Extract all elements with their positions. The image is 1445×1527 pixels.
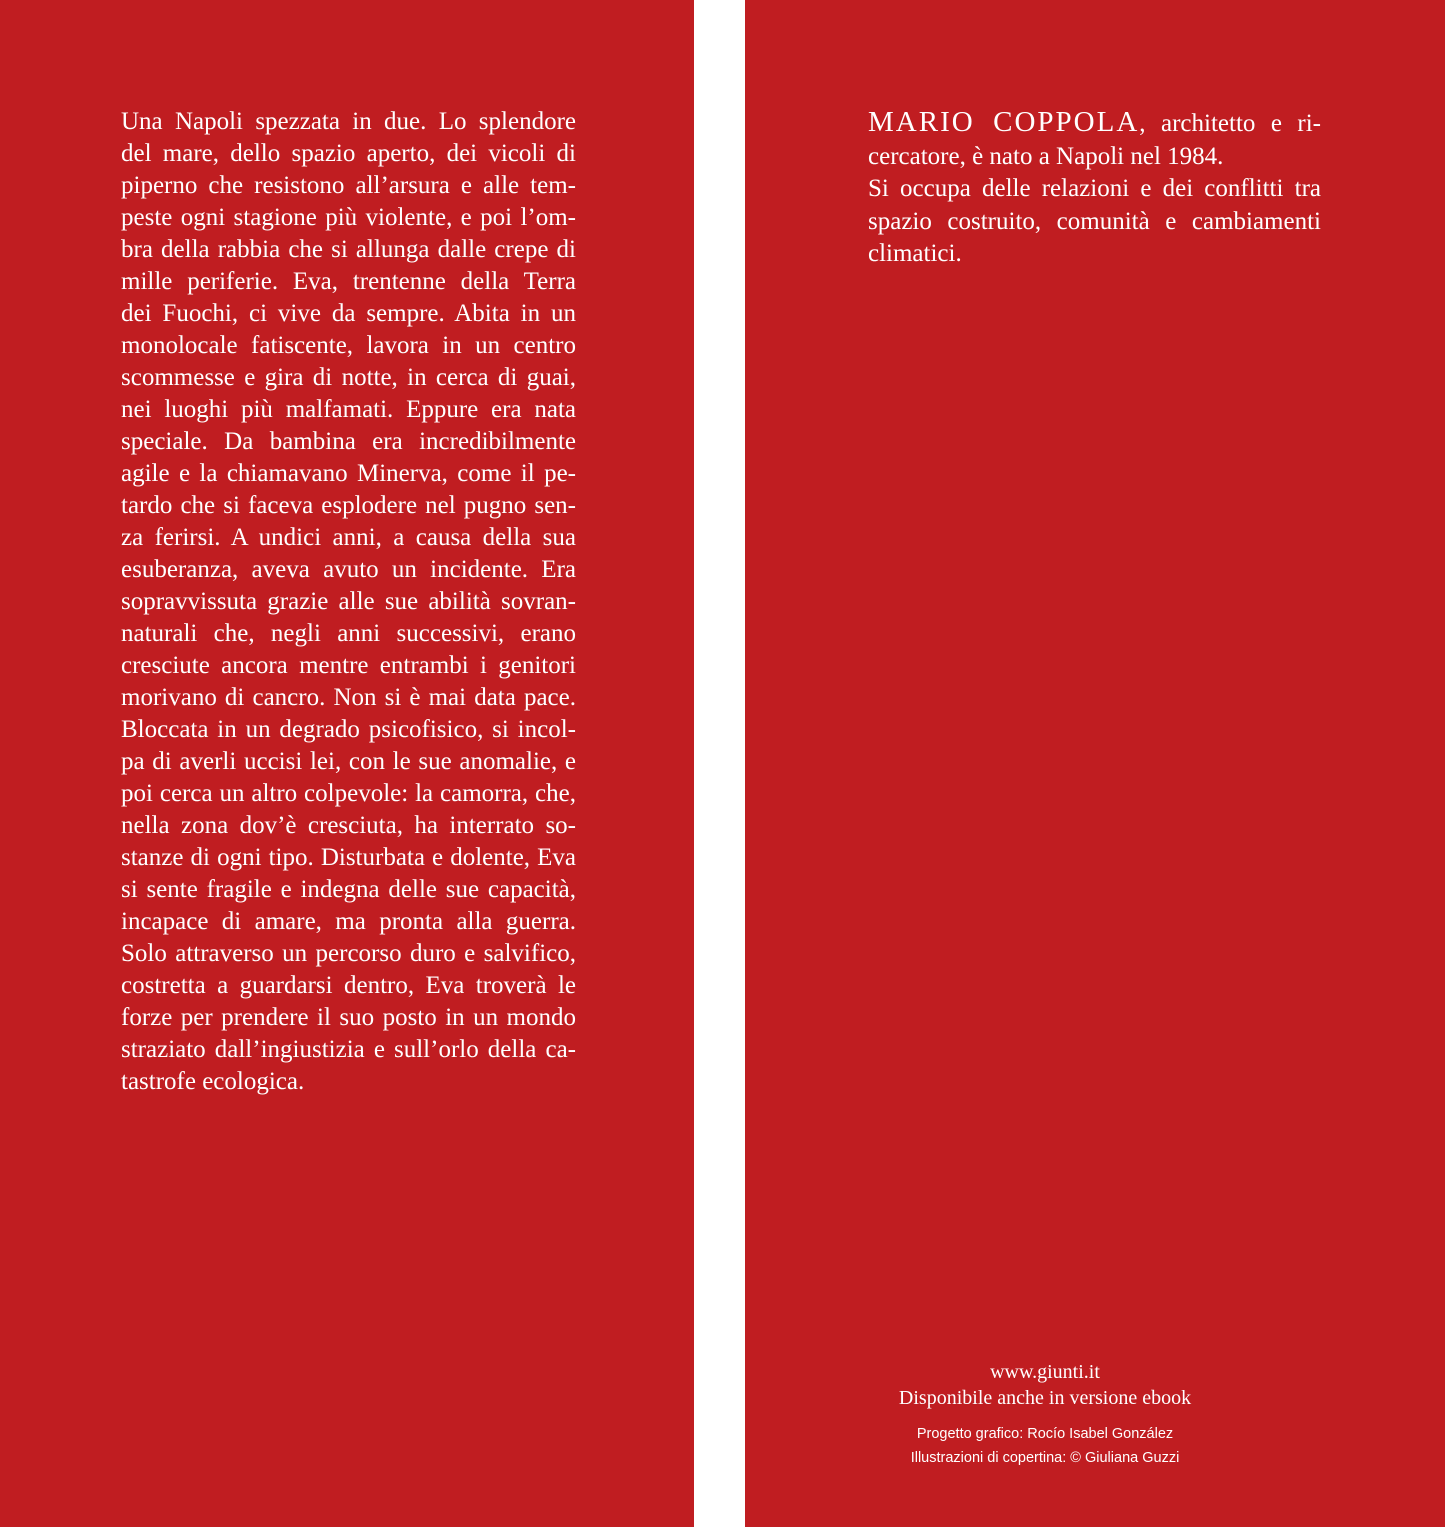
- ebook-note: Disponibile anche in versione ebook: [898, 1387, 1192, 1409]
- blurb-line: scommesse e gira di notte, in cerca di guai,: [121, 364, 576, 391]
- publisher-footer: [745, 1359, 1445, 1411]
- blurb-line: esuberanza, aveva avuto un incidente. Era: [121, 556, 576, 583]
- blurb-line: monolocale fatiscente, lavora in un centro: [121, 332, 576, 359]
- bio-line: climatici.: [868, 240, 962, 267]
- blurb-line: cresciute ancora mentre entrambi i genitori: [121, 652, 576, 679]
- blurb-line: peste ogni stagione più violente, e poi l’om-: [121, 204, 576, 231]
- blurb-line: del mare, dello spazio aperto, dei vicoli di: [121, 140, 576, 167]
- blurb-line: naturali che, negli anni successivi, erano: [121, 620, 576, 647]
- author-name: MARIO COPPOLA: [868, 106, 1140, 138]
- blurb-line: Una Napoli spezzata in due. Lo splendore: [121, 108, 576, 135]
- blurb-line: bra della rabbia che si allunga dalle crepe di: [121, 236, 576, 263]
- blurb-line: piperno che resistono all’arsura e alle tem-: [121, 172, 576, 199]
- blurb-line: costretta a guardarsi dentro, Eva troverà le: [121, 972, 576, 999]
- blurb-line: za ferirsi. A undici anni, a causa della sua: [121, 524, 576, 551]
- blurb-line: forze per prendere il suo posto in un mondo: [121, 1004, 576, 1031]
- left-flap: [0, 0, 694, 1527]
- illustration-credit: Illustrazioni di copertina: © Giuliana Guzzi: [910, 1450, 1180, 1466]
- blurb-line: stanze di ogni tipo. Disturbata e dolente, Eva: [121, 844, 576, 871]
- blurb-line: agile e la chiamavano Minerva, come il pe-: [121, 460, 576, 487]
- blurb-line: Bloccata in un degrado psicofisico, si incol-: [121, 716, 576, 743]
- website-link[interactable]: www.giunti.it: [990, 1361, 1100, 1383]
- blurb-line: tardo che si faceva esplodere nel pugno sen-: [121, 492, 576, 519]
- credits: [745, 1422, 1445, 1470]
- bio-line: [868, 106, 1321, 141]
- blurb-line: tastrofe ecologica.: [121, 1068, 305, 1095]
- blurb-line: incapace di amare, ma pronta alla guerra.: [121, 908, 576, 935]
- bio-line: Si occupa delle relazioni e dei conflitti tra: [868, 175, 1321, 202]
- author-bio: [868, 106, 1321, 271]
- blurb-line: sopravvissuta grazie alle sue abilità sovran-: [121, 588, 576, 615]
- blurb-line: speciale. Da bambina era incredibilmente: [121, 428, 576, 455]
- design-credit: Progetto grafico: Rocío Isabel González: [916, 1426, 1174, 1442]
- right-flap: [745, 0, 1445, 1527]
- bio-line: spazio costruito, comunità e cambiamenti: [868, 207, 1321, 235]
- blurb-line: mille periferie. Eva, trentenne della Terra: [121, 268, 576, 295]
- blurb-line: straziato dall’ingiustizia e sull’orlo della ca-: [121, 1036, 576, 1063]
- book-blurb: [121, 106, 576, 1098]
- gutter-divider: [694, 0, 745, 1527]
- bio-line-rest: , architetto e ri-: [1139, 110, 1321, 137]
- blurb-line: nei luoghi più malfamati. Eppure era nata: [121, 396, 576, 423]
- blurb-line: nella zona dov’è cresciuta, ha interrato so-: [121, 812, 576, 839]
- blurb-line: morivano di cancro. Non si è mai data pace.: [121, 684, 576, 711]
- blurb-line: dei Fuochi, ci vive da sempre. Abita in un: [121, 300, 576, 327]
- bio-line: cercatore, è nato a Napoli nel 1984.: [868, 142, 1224, 170]
- blurb-line: poi cerca un altro colpevole: la camorra, che,: [121, 780, 576, 807]
- blurb-line: Solo attraverso un percorso duro e salvifico,: [121, 940, 576, 967]
- blurb-line: si sente fragile e indegna delle sue capacità,: [121, 876, 576, 903]
- blurb-line: pa di averli uccisi lei, con le sue anomalie, e: [121, 748, 576, 775]
